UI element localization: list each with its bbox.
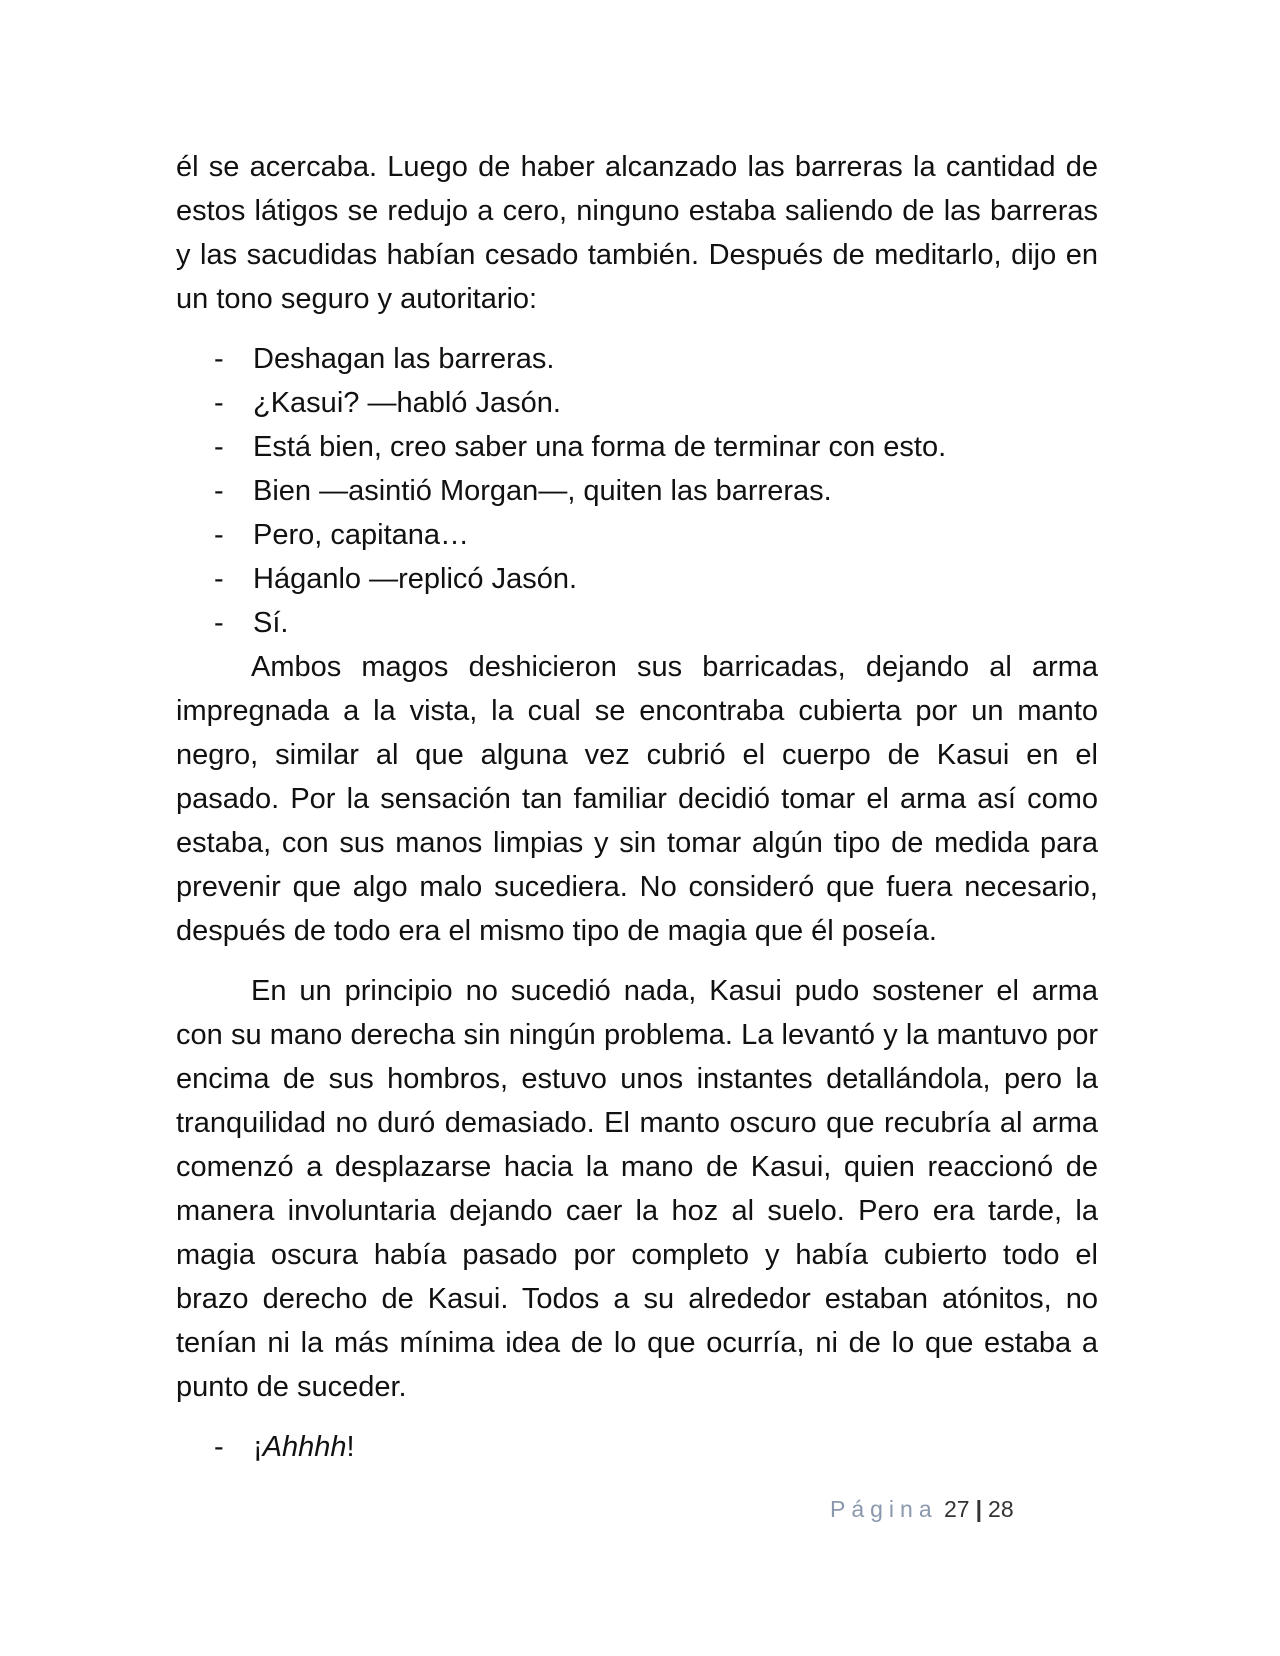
dialogue-dash: - bbox=[214, 607, 224, 639]
dialogue-text: Deshagan las barreras. bbox=[253, 343, 555, 375]
dialogue-dash: - bbox=[214, 563, 224, 595]
dialogue-text: Háganlo —replicó Jasón. bbox=[253, 563, 578, 595]
paragraph-1: él se acercaba. Luego de haber alcanzado las barreras la cantidad de estos látigos se redujo a cero, ninguno estaba saliendo de las barreras y las sacudidas habían cesado también. Después de meditarlo, dijo en un tono seguro y autoritario: bbox=[176, 151, 1098, 315]
dialogue-dash: - bbox=[214, 343, 224, 375]
exclamation-close: ! bbox=[346, 1431, 355, 1463]
page-total: 28 bbox=[988, 1496, 1014, 1522]
exclamation-word: Ahhhh bbox=[262, 1431, 347, 1463]
dialogue-list bbox=[176, 337, 1098, 645]
dialogue-text: Pero, capitana… bbox=[253, 519, 470, 551]
dialogue-dash: - bbox=[214, 1431, 224, 1463]
closing-dialogue bbox=[176, 1425, 1098, 1469]
dialogue-line bbox=[176, 557, 1098, 601]
page-number: 27 bbox=[944, 1496, 970, 1522]
exclamation-open: ¡ bbox=[253, 1431, 263, 1463]
dialogue-line bbox=[176, 381, 1098, 425]
page-footer bbox=[830, 1494, 1075, 1524]
paragraph-3: En un principio no sucedió nada, Kasui pudo sostener el arma con su mano derecha sin ningún problema. La levantó y la mantuvo por encima de sus hombros, estuvo unos instantes detallándola, pero la tranquilidad no duró demasiado. El manto oscuro que recubría al arma comenzó a desplazarse hacia la mano de Kasui, quien reaccionó de manera involuntaria dejando caer la hoz al suelo. Pero era tarde, la magia oscura había pasado por completo y había cubierto todo el brazo derecho de Kasui. Todos a su alrededor estaban atónitos, no tenían ni la más mínima idea de lo que ocurría, ni de lo que estaba a punto de suceder. bbox=[176, 975, 1098, 1403]
page-label: Página bbox=[830, 1496, 938, 1522]
document-page bbox=[176, 145, 1098, 1469]
dialogue-dash: - bbox=[214, 475, 224, 507]
dialogue-line bbox=[176, 1425, 1098, 1469]
dialogue-text: Sí. bbox=[253, 607, 289, 639]
dialogue-line bbox=[176, 425, 1098, 469]
dialogue-dash: - bbox=[214, 387, 224, 419]
paragraph-2: Ambos magos deshicieron sus barricadas, dejando al arma impregnada a la vista, la cual se encontraba cubierta por un manto negro, similar al que alguna vez cubrió el cuerpo de Kasui en el pasado. Por la sensación tan familiar decidió tomar el arma así como estaba, con sus manos limpias y sin tomar algún tipo de medida para prevenir que algo malo sucediera. No consideró que fuera necesario, después de todo era el mismo tipo de magia que él poseía. bbox=[176, 651, 1098, 947]
page-separator: | bbox=[975, 1496, 983, 1522]
dialogue-dash: - bbox=[214, 519, 224, 551]
dialogue-text: Está bien, creo saber una forma de terminar con esto. bbox=[253, 431, 947, 463]
dialogue-dash: - bbox=[214, 431, 224, 463]
dialogue-text: Bien —asintió Morgan—, quiten las barreras. bbox=[253, 475, 832, 507]
dialogue-text: ¿Kasui? —habló Jasón. bbox=[253, 387, 561, 419]
dialogue-line bbox=[176, 601, 1098, 645]
dialogue-line bbox=[176, 469, 1098, 513]
dialogue-line bbox=[176, 337, 1098, 381]
dialogue-line bbox=[176, 513, 1098, 557]
